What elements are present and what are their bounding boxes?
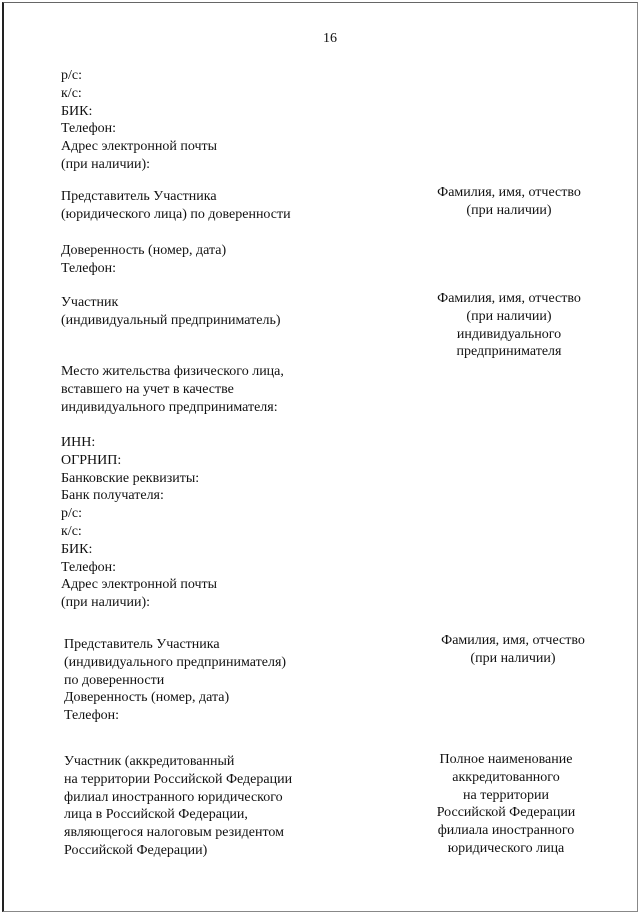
inn-label: ИНН: [61, 435, 96, 450]
recipient-bank-label: Банк получателя: [61, 488, 164, 504]
phone-label: Телефон: [64, 708, 120, 724]
legal-entity-bank-details [61, 67, 217, 174]
branch-participant-label: Участник (аккредитованный на территории Российской Федерации филиал иностранного юридического лица в Российской Федерации, являющегося налоговым резидентом Российской Федерации) [64, 754, 293, 858]
phone-label: Телефон: [61, 559, 117, 575]
email-label: Адрес электронной почты [61, 577, 218, 593]
correspondent-account-label: к/с: [61, 85, 82, 101]
bank-requisites-label: Банковские реквизиты: [61, 470, 200, 486]
entrepreneur-representative-name-caption: Фамилия, имя, отчество (при наличии) [441, 633, 585, 666]
phone-label: Телефон: [61, 260, 117, 276]
email-note: (при наличии): [61, 595, 151, 611]
correspondent-account-label: к/с: [61, 523, 82, 539]
entrepreneur-residence-label: Место жительства физического лица, вставшего на учет в качестве индивидуального предпринимателя: [61, 364, 284, 415]
entrepreneur-representative-block: Представитель Участника (индивидуального предпринимателя) по доверенности Доверенность (номер, дата) Телефон: [64, 637, 287, 724]
bik-label: БИК: [61, 103, 93, 119]
account-label: р/с: [61, 506, 82, 522]
entrepreneur-participant-label: Участник (индивидуальный предприниматель) [61, 295, 281, 328]
power-of-attorney-label: Доверенность (номер, дата) [61, 243, 227, 258]
power-of-attorney-label: Доверенность (номер, дата) [64, 690, 230, 706]
branch-name-caption: Полное наименование аккредитованного на территории Российской Федерации филиала иностранного юридического лица [436, 752, 576, 856]
email-note: (при наличии): [61, 156, 151, 172]
page-number: 16 [323, 31, 337, 46]
legal-entity-representative-name-caption: Фамилия, имя, отчество (при наличии) [437, 185, 581, 218]
legal-entity-representative-label: Представитель Участника (юридического лица) по доверенности [61, 189, 291, 222]
bik-label: БИК: [61, 541, 93, 557]
account-label: р/с: [61, 68, 82, 83]
ogrnip-label: ОГРНИП: [61, 452, 122, 468]
legal-entity-power-of-attorney [61, 242, 226, 278]
email-label: Адрес электронной почты [61, 139, 218, 155]
phone-label: Телефон: [61, 121, 117, 137]
entrepreneur-requisites [61, 434, 217, 612]
entrepreneur-name-caption: Фамилия, имя, отчество (при наличии) индивидуального предпринимателя [437, 291, 581, 360]
